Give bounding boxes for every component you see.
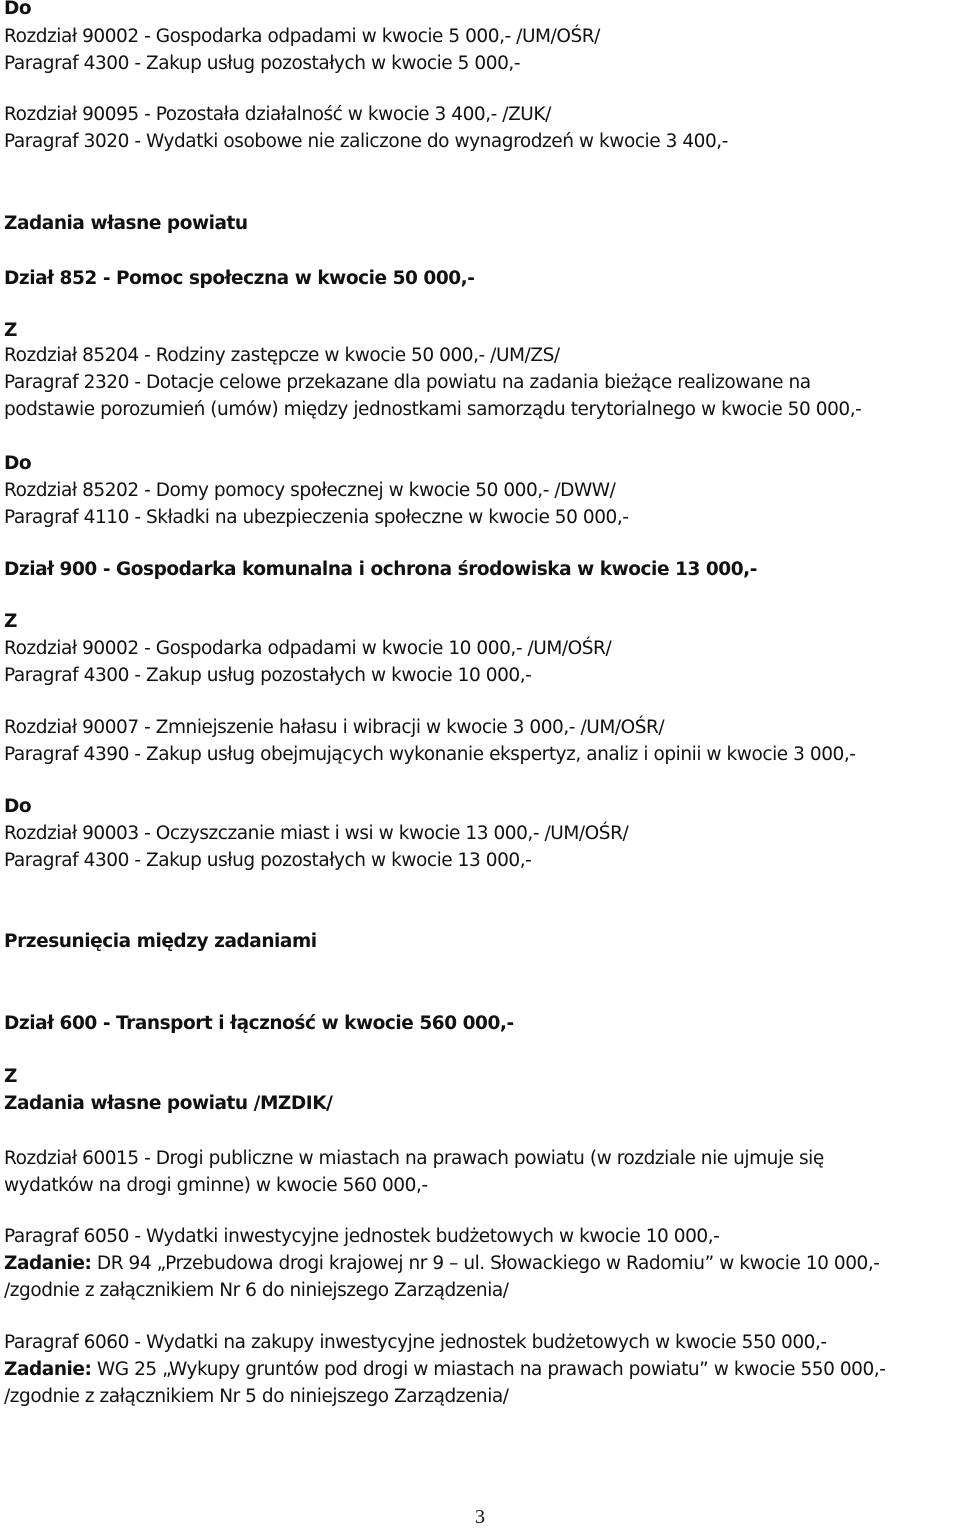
chapter-60015-line-1: Rozdział 60015 - Drogi publiczne w miastach na prawach powiatu (w rozdziale nie ujmuje się: [4, 1148, 824, 1169]
transfer-source-label: Z: [4, 320, 17, 341]
chapter-90002-line: Rozdział 90002 - Gospodarka odpadami w kwocie 10 000,- /UM/OŚR/: [4, 638, 612, 659]
chapter-90002-line: Rozdział 90002 - Gospodarka odpadami w kwocie 5 000,- /UM/OŚR/: [4, 26, 600, 47]
paragraph-3020-line: Paragraf 3020 - Wydatki osobowe nie zaliczone do wynagrodzeń w kwocie 3 400,-: [4, 131, 728, 152]
division-600-heading: Dział 600 - Transport i łączność w kwocie 560 000,-: [4, 1013, 514, 1034]
task-dr94-text: DR 94 „Przebudowa drogi krajowej nr 9 – ul. Słowackiego w Radomiu” w kwocie 10 000,-: [91, 1253, 880, 1274]
transfer-source-label: Z: [4, 611, 17, 632]
paragraph-4390-line: Paragraf 4390 - Zakup usług obejmujących wykonanie ekspertyz, analiz i opinii w kwocie 3 000,-: [4, 744, 856, 765]
page-number: 3: [475, 1506, 485, 1528]
paragraph-4300-line: Paragraf 4300 - Zakup usług pozostałych w kwocie 5 000,-: [4, 53, 521, 74]
transfer-target-label: Do: [4, 0, 32, 19]
paragraph-6050-line: Paragraf 6050 - Wydatki inwestycyjne jednostek budżetowych w kwocie 10 000,-: [4, 1226, 720, 1247]
division-852-heading: Dział 852 - Pomoc społeczna w kwocie 50 000,-: [4, 268, 475, 289]
task-label: Zadanie:: [4, 1253, 92, 1274]
transfer-target-label: Do: [4, 453, 32, 474]
paragraph-4300-line: Paragraf 4300 - Zakup usług pozostałych w kwocie 10 000,-: [4, 665, 532, 686]
attachment-note-nr5: /zgodnie z załącznikiem Nr 5 do niniejszego Zarządzenia/: [4, 1386, 509, 1407]
chapter-90003-line: Rozdział 90003 - Oczyszczanie miast i wsi w kwocie 13 000,- /UM/OŚR/: [4, 823, 629, 844]
section-heading-own-tasks: Zadania własne powiatu: [4, 213, 248, 234]
chapter-90095-line: Rozdział 90095 - Pozostała działalność w kwocie 3 400,- /ZUK/: [4, 104, 551, 125]
section-heading-transfers: Przesunięcia między zadaniami: [4, 931, 317, 952]
paragraph-4110-line: Paragraf 4110 - Składki na ubezpieczenia społeczne w kwocie 50 000,-: [4, 507, 629, 528]
transfer-target-label: Do: [4, 796, 32, 817]
task-label: Zadanie:: [4, 1359, 92, 1380]
paragraph-4300-line: Paragraf 4300 - Zakup usług pozostałych w kwocie 13 000,-: [4, 850, 532, 871]
chapter-85202-line: Rozdział 85202 - Domy pomocy społecznej w kwocie 50 000,- /DWW/: [4, 480, 616, 501]
paragraph-6060-line: Paragraf 6060 - Wydatki na zakupy inwestycyjne jednostek budżetowych w kwocie 550 000,-: [4, 1332, 827, 1353]
task-wg25-line: [4, 1357, 885, 1383]
section-heading-own-tasks-mzdik: Zadania własne powiatu /MZDIK/: [4, 1093, 333, 1114]
chapter-60015-line-2: wydatków na drogi gminne) w kwocie 560 000,-: [4, 1175, 428, 1196]
transfer-source-label: Z: [4, 1066, 17, 1087]
chapter-90007-line: Rozdział 90007 - Zmniejszenie hałasu i wibracji w kwocie 3 000,- /UM/OŚR/: [4, 717, 665, 738]
chapter-85204-line: Rozdział 85204 - Rodziny zastępcze w kwocie 50 000,- /UM/ZS/: [4, 345, 560, 366]
division-900-heading: Dział 900 - Gospodarka komunalna i ochrona środowiska w kwocie 13 000,-: [4, 559, 757, 580]
task-wg25-text: WG 25 „Wykupy gruntów pod drogi w miastach na prawach powiatu” w kwocie 550 000,-: [91, 1359, 886, 1380]
task-dr94-line: [4, 1251, 880, 1277]
attachment-note-nr6: /zgodnie z załącznikiem Nr 6 do niniejszego Zarządzenia/: [4, 1280, 509, 1301]
paragraph-2320-line-2: podstawie porozumień (umów) między jednostkami samorządu terytorialnego w kwocie 50 000,-: [4, 399, 862, 420]
paragraph-2320-line-1: Paragraf 2320 - Dotacje celowe przekazane dla powiatu na zadania bieżące realizowane na: [4, 372, 811, 393]
